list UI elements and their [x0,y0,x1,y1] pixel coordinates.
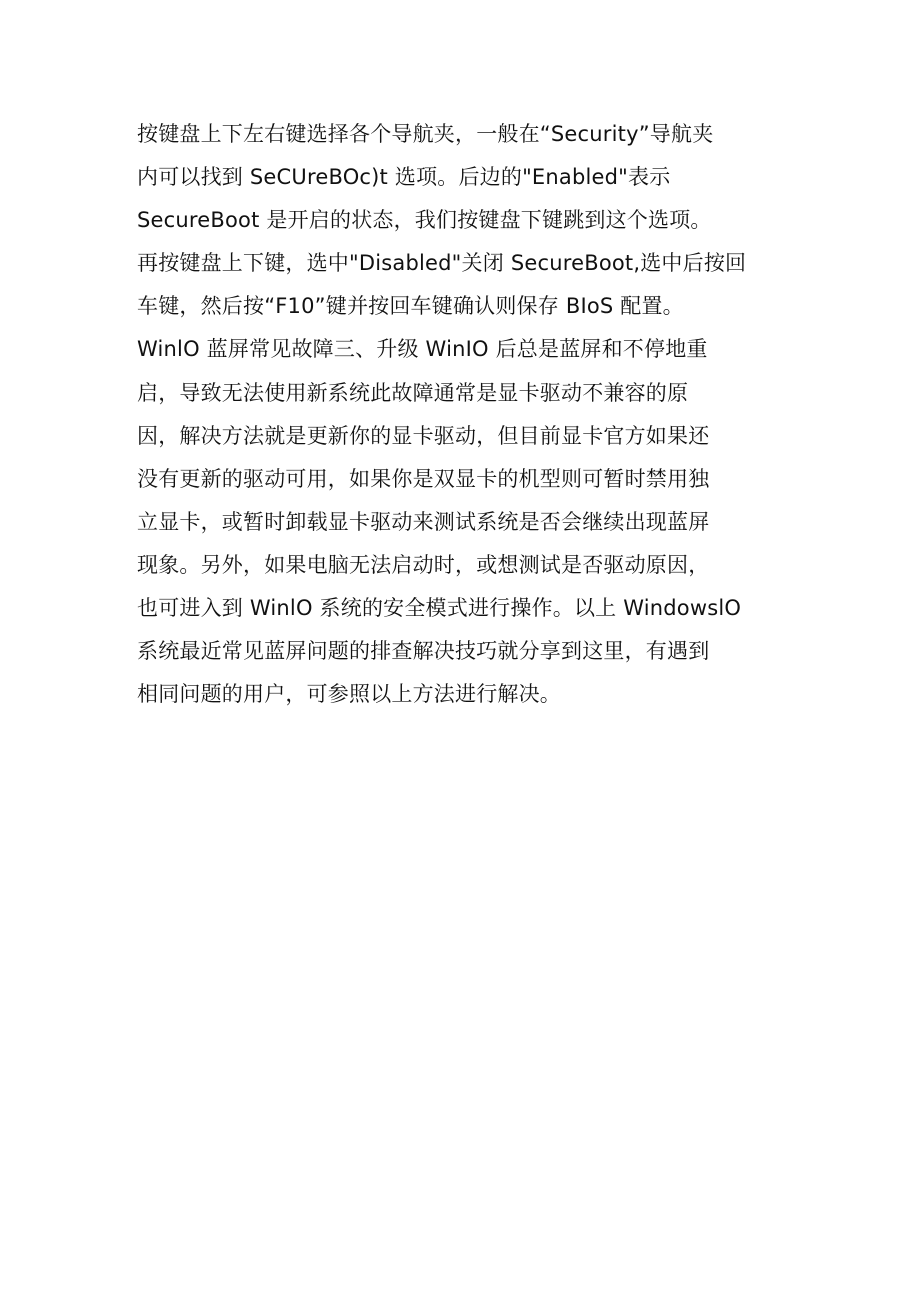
text-line: 没有更新的驱动可用，如果你是双显卡的机型则可暂时禁用独 [137,466,710,491]
text-line: SecureBoot 是开启的状态，我们按键盘下键跳到这个选项。 [137,208,712,233]
text-line: 也可进入到 WinlO 系统的安全模式进行操作。以上 WindowslO [137,596,742,621]
text-line: 相同问题的用户，可参照以上方法进行解决。 [137,682,561,707]
text-line: 现象。另外，如果电脑无法启动时，或想测试是否驱动原因， [137,552,710,577]
text-line: 启，导致无法使用新系统此故障通常是显卡驱动不兼容的原 [137,380,689,405]
body-text [137,113,797,716]
text-line: WinlO 蓝屏常见故障三、升级 WinIO 后总是蓝屏和不停地重 [137,337,708,362]
text-line: 立显卡，或暂时卸载显卡驱动来测试系统是否会继续出现蓝屏 [137,509,710,534]
text-line: 内可以找到 SeCUreBOc)t 选项。后边的"Enabled"表示 [137,165,671,190]
text-line: 系统最近常见蓝屏问题的排查解决技巧就分享到这里，有遇到 [137,639,710,664]
text-line: 因，解决方法就是更新你的显卡驱动，但目前显卡官方如果还 [137,423,710,448]
text-line: 再按键盘上下键，选中"Disabled"关闭 SecureBoot,选中后按回 [137,251,747,276]
text-line: 按键盘上下左右键选择各个导航夹，一般在“Security”导航夹 [137,122,714,146]
text-line: 车键，然后按“F10”键并按回车键确认则保存 BIoS 配置。 [137,294,684,319]
